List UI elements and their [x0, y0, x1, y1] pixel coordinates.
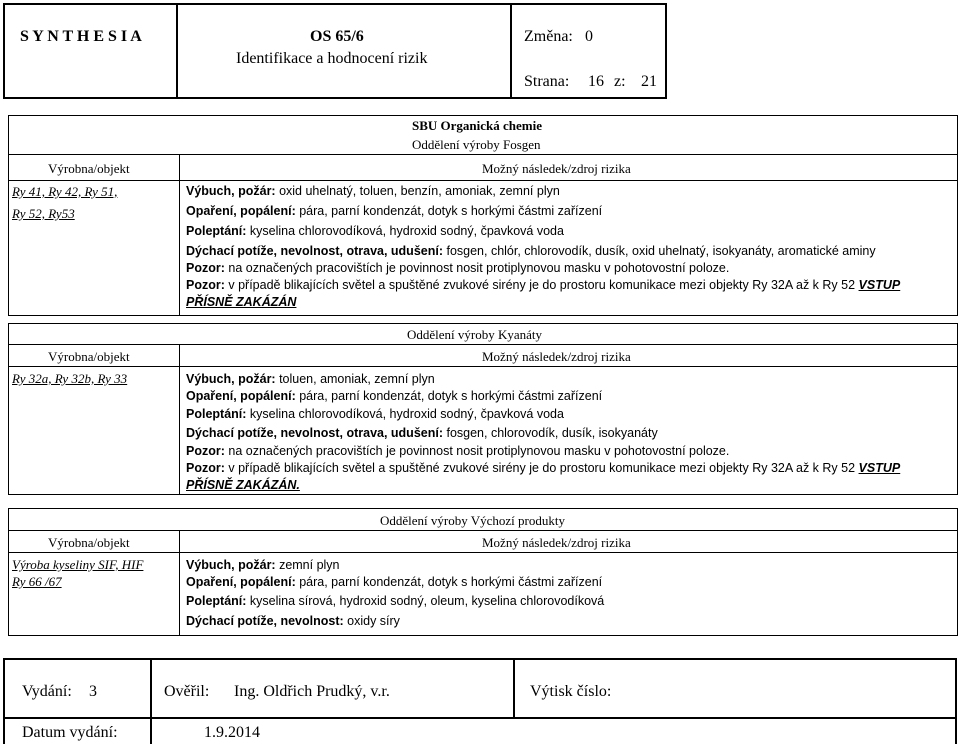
warning-text: v případě blikajících světel a spuštěné zvukové sirény je do prostoru komunikace mezi objekty Ry 32A až k Ry 52 — [224, 461, 859, 475]
change-value: 0 — [585, 28, 593, 45]
footer-box — [3, 658, 957, 744]
section1-risk-2 — [186, 202, 602, 220]
page-value: 16 — [588, 73, 604, 90]
warning-label: Pozor: — [186, 461, 225, 475]
risk-label: Dýchací potíže, nevolnost, otrava, udušení: — [186, 244, 443, 258]
section2-risk-5 — [186, 442, 729, 460]
footer-divider-1 — [150, 658, 152, 718]
section3-department: Oddělení výroby Výchozí produkty — [380, 513, 565, 528]
section1-risk-5 — [186, 259, 729, 277]
date-value: 1.9.2014 — [204, 724, 260, 741]
risk-text: oxidy síry — [343, 614, 400, 628]
warning-vstup: VSTUP — [858, 461, 901, 475]
section1-objects-2: Ry 52, Ry53 — [12, 206, 75, 221]
section1-mid-line — [8, 180, 958, 181]
section3-row-line — [8, 530, 958, 531]
section1-unit: SBU Organická chemie — [412, 118, 542, 133]
date-label: Datum vydání: — [22, 724, 118, 741]
section1-warning-end: PŘÍSNĚ ZAKÁZÁN — [186, 295, 297, 309]
section2-row-line — [8, 344, 958, 345]
footer-divider-2 — [513, 658, 515, 718]
risk-label: Opaření, popálení: — [186, 575, 296, 589]
section3-objects-2: Ry 66 /67 — [12, 574, 62, 589]
section2-risk-2 — [186, 387, 602, 405]
section3-risk-2 — [186, 573, 602, 591]
risk-label: Výbuch, požár: — [186, 184, 276, 198]
warning-vstup: VSTUP — [858, 278, 901, 292]
risk-text: na označených pracovištích je povinnost nosit protiplynovou masku v pohotovostní poloze. — [224, 444, 730, 458]
risk-text: kyselina chlorovodíková, hydroxid sodný, čpavková voda — [246, 224, 564, 238]
section2-risk-4 — [186, 424, 658, 442]
risk-text: pára, parní kondenzát, dotyk s horkými částmi zařízení — [295, 204, 603, 218]
footer-row-line — [3, 717, 957, 719]
section3-risk-1 — [186, 556, 340, 574]
doc-code: OS 65/6 — [310, 28, 364, 45]
section3-objects-1: Výroba kyseliny SIF, HIF — [12, 557, 144, 572]
risk-text: na označených pracovištích je povinnost nosit protiplynovou masku v pohotovostní poloze. — [224, 261, 730, 275]
risk-label: Výbuch, požár: — [186, 372, 276, 386]
section3-col-left: Výrobna/objekt — [48, 535, 130, 550]
risk-text: zemní plyn — [275, 558, 340, 572]
section1-col-right: Možný následek/zdroj rizika — [482, 161, 631, 176]
section1-col-left: Výrobna/objekt — [48, 161, 130, 176]
section2-objects-1: Ry 32a, Ry 32b, Ry 33 — [12, 371, 128, 386]
section1-risk-4 — [186, 242, 876, 260]
risk-label: Dýchací potíže, nevolnost: — [186, 614, 344, 628]
header-divider-2 — [510, 3, 512, 99]
section2-risk-1 — [186, 370, 435, 388]
issue-value: 3 — [89, 683, 97, 700]
section3-col-line — [179, 530, 180, 636]
risk-text: kyselina chlorovodíková, hydroxid sodný, čpavková voda — [246, 407, 564, 421]
section1-risk-1 — [186, 182, 560, 200]
warning-label: Pozor: — [186, 278, 225, 292]
section2-col-right: Možný následek/zdroj rizika — [482, 349, 631, 364]
section1-objects-1: Ry 41, Ry 42, Ry 51, — [12, 184, 118, 199]
section1-warning — [186, 276, 900, 294]
risk-label: Poleptání: — [186, 407, 247, 421]
section2-department: Oddělení výroby Kyanáty — [407, 327, 543, 342]
issue-label: Vydání: — [22, 683, 72, 700]
risk-text: pára, parní kondenzát, dotyk s horkými částmi zařízení — [295, 389, 603, 403]
page-total: 21 — [641, 73, 657, 90]
risk-label: Dýchací potíže, nevolnost, otrava, udušení: — [186, 426, 443, 440]
page-of-label: z: — [614, 73, 626, 90]
section2-warning-end: PŘÍSNĚ ZAKÁZÁN. — [186, 478, 300, 492]
risk-text: toluen, amoniak, zemní plyn — [275, 372, 435, 386]
header-divider-1 — [176, 3, 178, 99]
footer-divider-3 — [150, 717, 152, 744]
risk-label: Poleptání: — [186, 594, 247, 608]
section3-risk-3 — [186, 592, 604, 610]
doc-title: Identifikace a hodnocení rizik — [236, 50, 428, 67]
risk-text: pára, parní kondenzát, dotyk s horkými částmi zařízení — [295, 575, 603, 589]
section1-row-line — [8, 154, 958, 155]
checked-value: Ing. Oldřich Prudký, v.r. — [234, 683, 390, 700]
risk-label: Pozor: — [186, 261, 225, 275]
risk-label: Opaření, popálení: — [186, 389, 296, 403]
risk-label: Výbuch, požár: — [186, 558, 276, 572]
section1-col-line — [179, 154, 180, 316]
section2-col-line — [179, 344, 180, 495]
print-label: Výtisk číslo: — [530, 683, 612, 700]
section2-risk-3 — [186, 405, 564, 423]
warning-text: v případě blikajících světel a spuštěné zvukové sirény je do prostoru komunikace mezi objekty Ry 32A až k Ry 52 — [224, 278, 859, 292]
company-name: S Y N T H E S I A — [20, 28, 142, 45]
section2-col-left: Výrobna/objekt — [48, 349, 130, 364]
section3-risk-4 — [186, 612, 400, 630]
risk-label: Opaření, popálení: — [186, 204, 296, 218]
risk-text: oxid uhelnatý, toluen, benzín, amoniak, zemní plyn — [275, 184, 560, 198]
risk-label: Poleptání: — [186, 224, 247, 238]
section2-warning — [186, 459, 900, 477]
section3-mid-line — [8, 552, 958, 553]
page-label: Strana: — [524, 73, 570, 90]
section2-mid-line — [8, 366, 958, 367]
section1-department: Oddělení výroby Fosgen — [412, 137, 541, 152]
section1-risk-3 — [186, 222, 564, 240]
risk-text: kyselina sírová, hydroxid sodný, oleum, kyselina chlorovodíková — [246, 594, 605, 608]
risk-text: fosgen, chlór, chlorovodík, dusík, oxid uhelnatý, isokyanáty, aromatické aminy — [443, 244, 876, 258]
risk-text: fosgen, chlorovodík, dusík, isokyanáty — [443, 426, 658, 440]
change-label: Změna: — [524, 28, 573, 45]
risk-label: Pozor: — [186, 444, 225, 458]
checked-label: Ověřil: — [164, 683, 210, 700]
section3-col-right: Možný následek/zdroj rizika — [482, 535, 631, 550]
